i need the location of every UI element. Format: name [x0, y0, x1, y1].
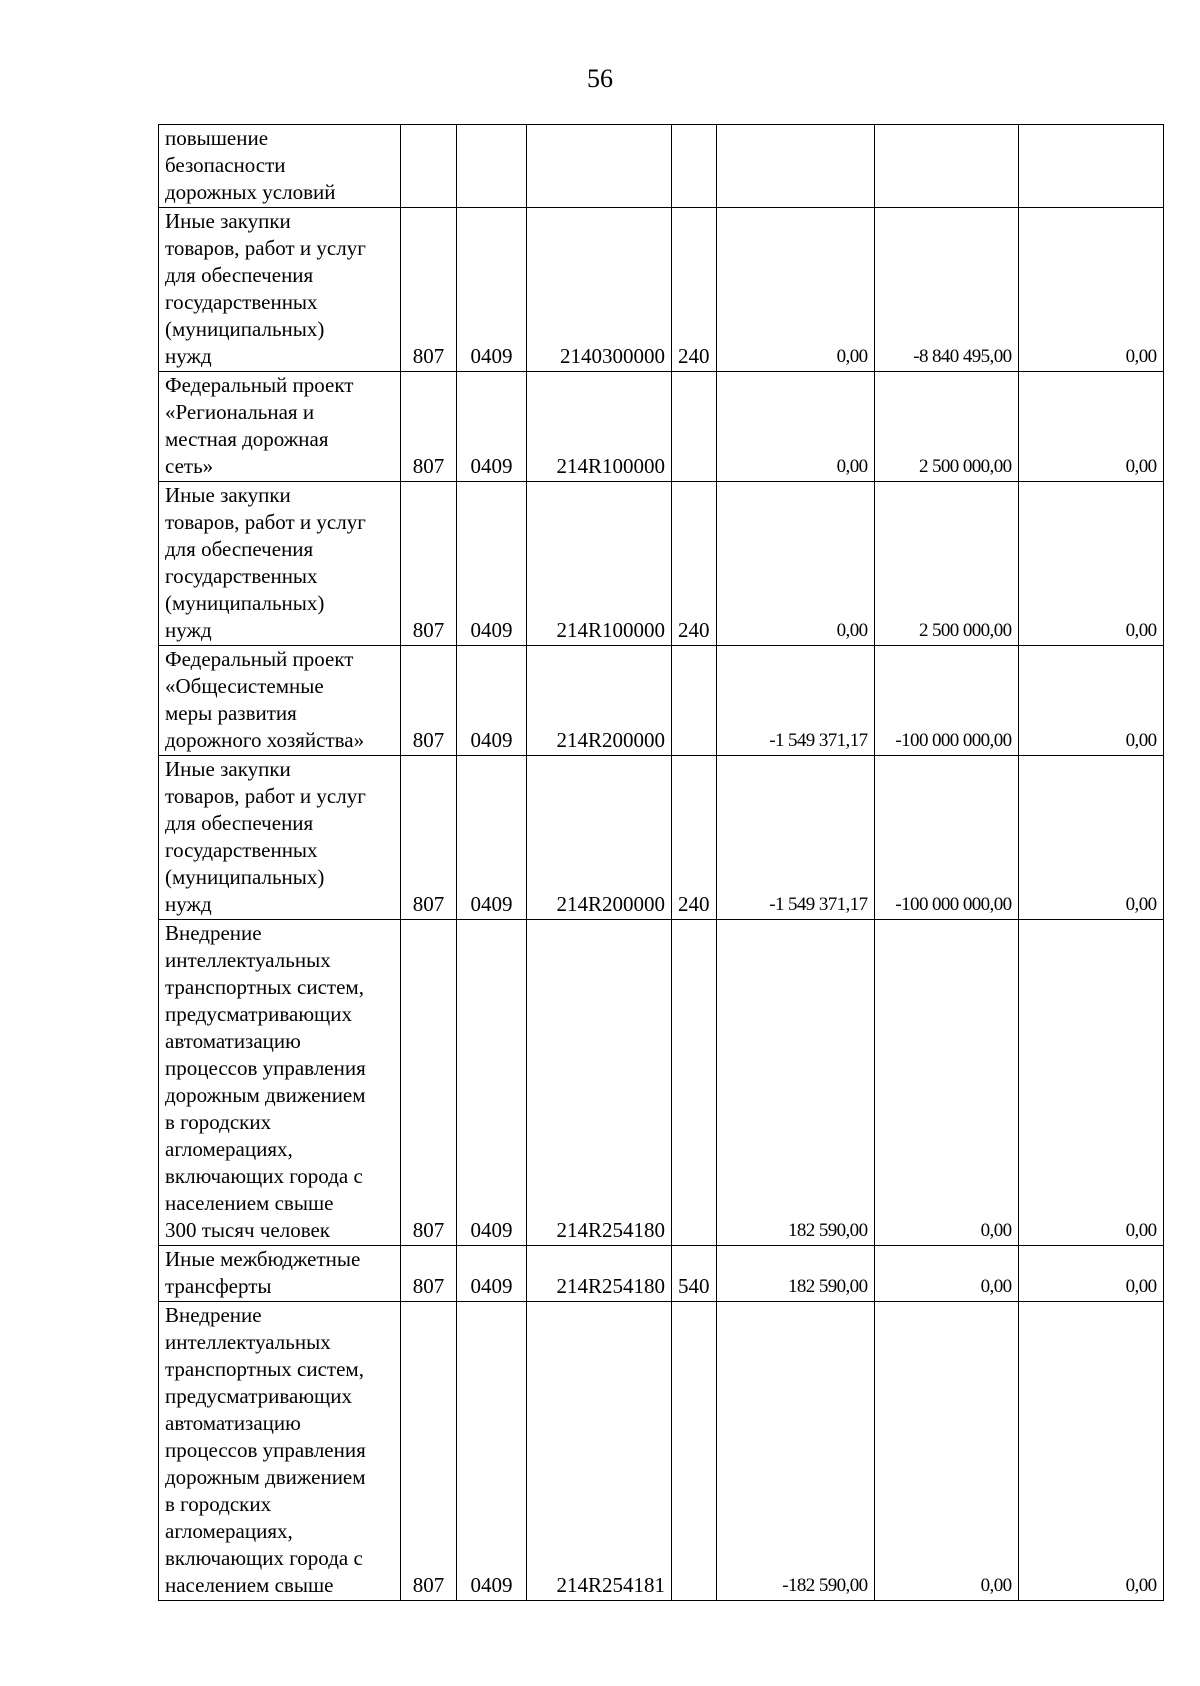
section-code: 0409: [457, 208, 527, 372]
amount-3: 0,00: [1018, 1246, 1163, 1302]
expense-type: 240: [672, 208, 717, 372]
expense-type: [672, 372, 717, 482]
amount-2: 2 500 000,00: [874, 482, 1018, 646]
target-article: 2140300000: [527, 208, 672, 372]
target-article: 214R254180: [527, 1246, 672, 1302]
section-code: 0409: [457, 646, 527, 756]
department-code: 807: [401, 920, 457, 1246]
amount-3: 0,00: [1018, 482, 1163, 646]
row-name: Внедрение интеллектуальных транспортных систем, предусматривающих автоматизацию процессов управления дорожным движением в городских агломерациях, включающих города с населением свыше: [159, 1302, 401, 1601]
amount-3: 0,00: [1018, 756, 1163, 920]
page-number: 56: [587, 64, 613, 93]
table-row: [159, 125, 1164, 208]
target-article: 214R100000: [527, 372, 672, 482]
amount-2: 0,00: [874, 1302, 1018, 1601]
amount-2: 0,00: [874, 920, 1018, 1246]
row-name: Федеральный проект «Общесистемные меры развития дорожного хозяйства»: [159, 646, 401, 756]
target-article: 214R200000: [527, 756, 672, 920]
department-code: [401, 125, 457, 208]
expense-type: [672, 125, 717, 208]
section-code: 0409: [457, 920, 527, 1246]
expense-type: [672, 1302, 717, 1601]
table-row: [159, 920, 1164, 1246]
amount-1: -1 549 371,17: [716, 646, 874, 756]
amount-1: 0,00: [716, 208, 874, 372]
expense-type: 240: [672, 482, 717, 646]
amount-3: 0,00: [1018, 646, 1163, 756]
row-name: Федеральный проект «Региональная и местная дорожная сеть»: [159, 372, 401, 482]
expense-type: 240: [672, 756, 717, 920]
table-row: [159, 646, 1164, 756]
amount-3: 0,00: [1018, 920, 1163, 1246]
section-code: 0409: [457, 1302, 527, 1601]
department-code: 807: [401, 646, 457, 756]
amount-3: [1018, 125, 1163, 208]
amount-1: 182 590,00: [716, 920, 874, 1246]
section-code: 0409: [457, 756, 527, 920]
target-article: 214R254180: [527, 920, 672, 1246]
row-name: Иные закупки товаров, работ и услуг для обеспечения государственных (муниципальных) нужд: [159, 482, 401, 646]
amount-2: -8 840 495,00: [874, 208, 1018, 372]
department-code: 807: [401, 372, 457, 482]
table-row: [159, 1246, 1164, 1302]
table-row: [159, 1302, 1164, 1601]
department-code: 807: [401, 1302, 457, 1601]
row-name: Иные закупки товаров, работ и услуг для обеспечения государственных (муниципальных) нужд: [159, 208, 401, 372]
target-article: 214R100000: [527, 482, 672, 646]
target-article: 214R200000: [527, 646, 672, 756]
table-row: [159, 208, 1164, 372]
amount-3: 0,00: [1018, 372, 1163, 482]
amount-2: -100 000 000,00: [874, 756, 1018, 920]
row-name: повышение безопасности дорожных условий: [159, 125, 401, 208]
target-article: [527, 125, 672, 208]
department-code: 807: [401, 1246, 457, 1302]
amount-1: 0,00: [716, 482, 874, 646]
row-name: Иные межбюджетные трансферты: [159, 1246, 401, 1302]
expense-type: [672, 646, 717, 756]
amount-1: [716, 125, 874, 208]
amount-1: -182 590,00: [716, 1302, 874, 1601]
section-code: 0409: [457, 1246, 527, 1302]
department-code: 807: [401, 208, 457, 372]
department-code: 807: [401, 756, 457, 920]
amount-2: -100 000 000,00: [874, 646, 1018, 756]
section-code: 0409: [457, 482, 527, 646]
table-row: [159, 372, 1164, 482]
expense-type: [672, 920, 717, 1246]
budget-table: [158, 124, 1164, 1601]
department-code: 807: [401, 482, 457, 646]
row-name: Иные закупки товаров, работ и услуг для обеспечения государственных (муниципальных) нужд: [159, 756, 401, 920]
target-article: 214R254181: [527, 1302, 672, 1601]
expense-type: 540: [672, 1246, 717, 1302]
section-code: [457, 125, 527, 208]
amount-1: 0,00: [716, 372, 874, 482]
amount-3: 0,00: [1018, 1302, 1163, 1601]
amount-1: 182 590,00: [716, 1246, 874, 1302]
row-name: Внедрение интеллектуальных транспортных систем, предусматривающих автоматизацию процессов управления дорожным движением в городских агломерациях, включающих города с населением свыше 300 тысяч человек: [159, 920, 401, 1246]
table-row: [159, 756, 1164, 920]
amount-1: -1 549 371,17: [716, 756, 874, 920]
amount-2: [874, 125, 1018, 208]
section-code: 0409: [457, 372, 527, 482]
table-row: [159, 482, 1164, 646]
amount-3: 0,00: [1018, 208, 1163, 372]
amount-2: 0,00: [874, 1246, 1018, 1302]
amount-2: 2 500 000,00: [874, 372, 1018, 482]
